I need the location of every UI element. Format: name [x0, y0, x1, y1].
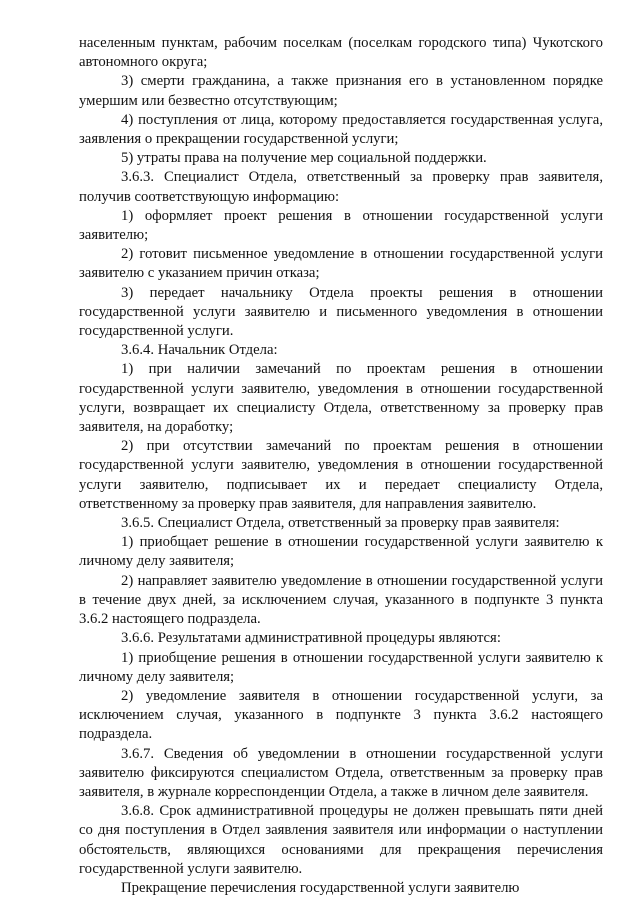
paragraph-8: 3) передает начальнику Отдела проекты решения в отношении государственной услуги заявителю и письменного уведомления в отношении государственной услуги. [79, 284, 603, 340]
paragraph-18: 3.6.7. Сведения об уведомлении в отношении государственной услуги заявителю фиксируются специалистом Отдела, ответственным за проверку прав заявителя, в журнале корреспонденции Отдела, а также в личном деле заявителя. [79, 745, 603, 800]
paragraph-6: 1) оформляет проект решения в отношении государственной услуги заявителю; [79, 207, 603, 244]
paragraph-19: 3.6.8. Срок административной процедуры не должен превышать пяти дней со дня поступления в Отдел заявления заявителя или информации о наступлении обстоятельств, являющихся основаниями для прекращения перечисления государственной услуги заявителю. [79, 803, 603, 877]
paragraph-5: 3.6.3. Специалист Отдела, ответственный за проверку прав заявителя, получив соответствующую информацию: [79, 169, 603, 205]
document-page [79, 34, 603, 898]
paragraph-13: 1) приобщает решение в отношении государственной услуги заявителю к личному делу заявителя; [79, 534, 603, 570]
paragraph-9: 3.6.4. Начальник Отдела: [121, 342, 278, 359]
paragraph-15: 3.6.6. Результатами административной процедуры являются: [121, 630, 501, 647]
paragraph-1: населенным пунктам, рабочим поселкам (поселкам городского типа) Чукотского автономного округа; [79, 35, 603, 71]
paragraph-10: 1) при наличии замечаний по проектам решения в отношении государственной услуги заявителю, уведомления в отношении государственной услуги, возвращает их специалисту Отдела, ответственному за проверку прав заявителя, на доработку; [79, 361, 603, 436]
paragraph-3: 4) поступления от лица, которому предоставляется государственная услуга, заявления о прекращении государственной услуги; [79, 111, 603, 148]
paragraph-16: 1) приобщение решения в отношении государственной услуги заявителю к личному делу заявителя; [79, 649, 603, 685]
paragraph-2: 3) смерти гражданина, а также признания его в установленном порядке умершим или безвестно отсутствующим; [79, 73, 603, 109]
paragraph-7: 2) готовит письменное уведомление в отношении государственной услуги заявителю с указанием причин отказа; [79, 246, 603, 282]
paragraph-20: Прекращение перечисления государственной услуги заявителю [121, 879, 520, 896]
paragraph-17: 2) уведомление заявителя в отношении государственной услуги, за исключением случая, указанного в подпункте 3 пункта 3.6.2 настоящего подраздела. [79, 687, 603, 743]
paragraph-4: 5) утраты права на получение мер социальной поддержки. [121, 150, 487, 167]
paragraph-11: 2) при отсутствии замечаний по проектам решения в отношении государственной услуги заявителю, уведомления в отношении государственной услуги заявителю, подписывает их и передает специалисту Отдела, ответственному за проверку прав заявителя, для направления заявителю. [79, 438, 603, 512]
paragraph-14: 2) направляет заявителю уведомление в отношении государственной услуги в течение двух дней, за исключением случая, указанного в подпункте 3 пункта 3.6.2 настоящего подраздела. [79, 572, 603, 628]
paragraph-12: 3.6.5. Специалист Отдела, ответственный за проверку прав заявителя: [121, 515, 560, 532]
